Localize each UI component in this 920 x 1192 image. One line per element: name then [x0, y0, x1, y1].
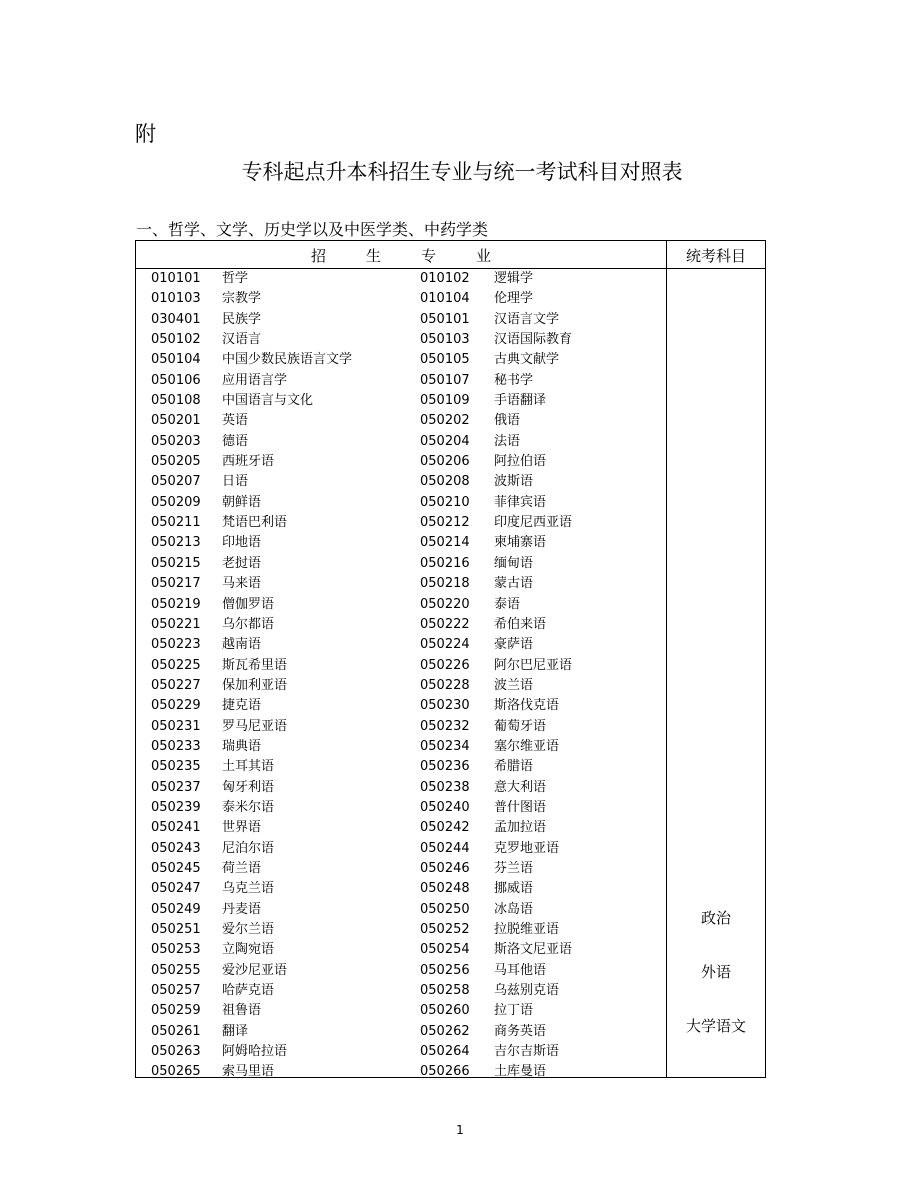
- major-code: 050210: [420, 494, 470, 510]
- table-row: [136, 757, 666, 777]
- major-code: 050264: [420, 1044, 470, 1060]
- major-code: 050208: [420, 474, 470, 490]
- major-code: 050239: [151, 799, 201, 815]
- major-name: 乌尔都语: [222, 616, 275, 632]
- major-code: 050228: [420, 677, 470, 693]
- major-code: 050105: [420, 352, 470, 368]
- major-name: 翻译: [222, 1023, 249, 1039]
- major-name: 哈萨克语: [222, 983, 275, 999]
- major-name: 哲学: [222, 271, 249, 286]
- major-code: 050248: [420, 881, 470, 897]
- table-row: [136, 961, 666, 981]
- major-code: 050260: [420, 1003, 470, 1019]
- subject-foreign-language: 外语: [700, 963, 731, 981]
- major-name: 丹麦语: [222, 901, 262, 917]
- major-name: 秘书学: [494, 372, 534, 388]
- major-name: 尼泊尔语: [222, 840, 275, 856]
- major-name: 瑞典语: [222, 738, 262, 754]
- major-name: 印度尼西亚语: [494, 515, 573, 531]
- major-name: 老挝语: [222, 555, 262, 571]
- major-code: 050227: [151, 677, 201, 693]
- major-name: 法语: [494, 433, 521, 449]
- major-code: 050207: [151, 474, 201, 490]
- major-code: 050257: [151, 983, 201, 999]
- major-code: 050219: [151, 596, 201, 612]
- table-row: [136, 1022, 666, 1042]
- major-code: 050204: [420, 433, 470, 449]
- major-name: 拉丁语: [494, 1003, 534, 1019]
- major-name: 英语: [222, 413, 249, 429]
- major-code: 050266: [420, 1064, 470, 1080]
- major-code: 050217: [151, 576, 201, 592]
- major-code: 050240: [420, 799, 470, 815]
- major-name: 民族学: [222, 311, 262, 327]
- major-name: 手语翻译: [494, 393, 547, 409]
- table-row: [136, 656, 666, 676]
- major-name: 保加利亚语: [222, 677, 288, 693]
- major-name: 普什图语: [494, 799, 547, 815]
- major-code: 050222: [420, 616, 470, 632]
- table-row: [136, 859, 666, 879]
- major-code: 050237: [151, 779, 201, 795]
- major-code: 050233: [151, 738, 201, 754]
- table-row: [136, 432, 666, 452]
- page-number: 1: [456, 1123, 464, 1137]
- major-code: 010103: [151, 291, 201, 307]
- major-name: 德语: [222, 433, 249, 449]
- major-name: 蒙古语: [494, 576, 534, 592]
- major-code: 050212: [420, 515, 470, 531]
- table-row: [136, 493, 666, 513]
- major-name: 汉语国际教育: [494, 332, 573, 348]
- table-row: [136, 981, 666, 1001]
- table-row: [136, 900, 666, 920]
- table-row: [136, 371, 666, 391]
- header-char: 生: [365, 246, 381, 265]
- major-name: 逻辑学: [494, 271, 534, 286]
- major-code: 050108: [151, 393, 201, 409]
- major-name: 挪威语: [494, 881, 534, 897]
- major-code: 050101: [420, 311, 470, 327]
- table-row: [136, 717, 666, 737]
- major-code: 050211: [151, 515, 201, 531]
- major-code: 050206: [420, 454, 470, 470]
- major-code: 050224: [420, 637, 470, 653]
- table-row: [136, 350, 666, 370]
- major-table: [135, 240, 766, 1078]
- major-code: 050230: [420, 698, 470, 714]
- major-code: 050205: [151, 454, 201, 470]
- major-name: 冰岛语: [494, 901, 534, 917]
- major-name: 波兰语: [494, 677, 534, 693]
- major-name: 僧伽罗语: [222, 596, 275, 612]
- major-code: 050246: [420, 860, 470, 876]
- major-name: 祖鲁语: [222, 1003, 262, 1019]
- major-code: 050238: [420, 779, 470, 795]
- major-name: 俄语: [494, 413, 521, 429]
- major-name: 泰米尔语: [222, 799, 275, 815]
- major-name: 宗教学: [222, 291, 262, 307]
- major-name: 捷克语: [222, 698, 262, 714]
- major-code: 050241: [151, 820, 201, 836]
- major-name: 日语: [222, 474, 249, 490]
- major-name: 斯瓦希里语: [222, 657, 288, 673]
- major-name: 意大利语: [494, 779, 547, 795]
- major-code: 050242: [420, 820, 470, 836]
- major-code: 050261: [151, 1023, 201, 1039]
- major-name: 汉语言: [222, 332, 262, 348]
- major-name: 泰语: [494, 596, 521, 612]
- table-row: [136, 513, 666, 533]
- exam-subjects: [667, 891, 765, 1053]
- major-name: 梵语巴利语: [222, 515, 288, 531]
- major-code: 010102: [420, 271, 470, 286]
- major-code: 050203: [151, 433, 201, 449]
- header-char: 业: [476, 246, 492, 265]
- major-code: 050259: [151, 1003, 201, 1019]
- major-name: 商务英语: [494, 1023, 547, 1039]
- major-code: 050235: [151, 759, 201, 775]
- table-row: [136, 1001, 666, 1021]
- major-name: 伦理学: [494, 291, 534, 307]
- major-name: 立陶宛语: [222, 942, 275, 958]
- table-body: [136, 269, 666, 1083]
- table-row: [136, 472, 666, 492]
- major-name: 豪萨语: [494, 637, 534, 653]
- major-name: 中国少数民族语言文学: [222, 352, 353, 368]
- major-name: 希腊语: [494, 759, 534, 775]
- major-code: 050216: [420, 555, 470, 571]
- major-code: 050251: [151, 922, 201, 937]
- header-subjects: 统考科目: [685, 246, 746, 265]
- major-code: 050106: [151, 372, 201, 388]
- major-name: 葡萄牙语: [494, 718, 547, 734]
- major-name: 罗马尼亚语: [222, 718, 288, 734]
- major-code: 050247: [151, 881, 201, 897]
- major-name: 孟加拉语: [494, 820, 547, 836]
- major-code: 050244: [420, 840, 470, 856]
- major-name: 荷兰语: [222, 860, 262, 876]
- header-char: 招: [310, 246, 326, 265]
- major-code: 050225: [151, 657, 201, 673]
- major-code: 050107: [420, 372, 470, 388]
- table-row: [136, 289, 666, 309]
- header-majors: [136, 241, 666, 269]
- major-code: 050231: [151, 718, 201, 734]
- attachment-label: 附: [135, 122, 156, 146]
- major-name: 乌兹别克语: [494, 983, 560, 999]
- major-name: 克罗地亚语: [494, 840, 560, 856]
- table-row: [136, 676, 666, 696]
- table-row: [136, 696, 666, 716]
- major-name: 柬埔寨语: [494, 535, 547, 551]
- major-name: 波斯语: [494, 474, 534, 490]
- table-row: [136, 595, 666, 615]
- major-code: 050215: [151, 555, 201, 571]
- major-name: 朝鲜语: [222, 494, 262, 510]
- table-row: [136, 269, 666, 289]
- major-code: 050201: [151, 413, 201, 429]
- major-name: 菲律宾语: [494, 494, 547, 510]
- major-name: 印地语: [222, 535, 262, 551]
- major-code: 050243: [151, 840, 201, 856]
- major-code: 010104: [420, 291, 470, 307]
- section-heading: 一、哲学、文学、历史学以及中医学类、中药学类: [136, 220, 489, 239]
- major-name: 索马里语: [222, 1064, 275, 1080]
- major-name: 马耳他语: [494, 962, 547, 978]
- major-code: 050220: [420, 596, 470, 612]
- table-row: [136, 635, 666, 655]
- major-code: 050202: [420, 413, 470, 429]
- table-row: [136, 1042, 666, 1062]
- major-code: 050103: [420, 332, 470, 348]
- major-code: 050104: [151, 352, 201, 368]
- major-code: 050245: [151, 860, 201, 876]
- major-name: 阿尔巴尼亚语: [494, 657, 573, 673]
- table-row: [136, 778, 666, 798]
- table-row: [136, 879, 666, 899]
- major-name: 阿姆哈拉语: [222, 1044, 288, 1060]
- major-code: 050213: [151, 535, 201, 551]
- major-name: 缅甸语: [494, 555, 534, 571]
- major-code: 050252: [420, 922, 470, 937]
- major-code: 050232: [420, 718, 470, 734]
- major-code: 050102: [151, 332, 201, 348]
- major-name: 阿拉伯语: [494, 454, 547, 470]
- document-title: 专科起点升本科招生专业与统一考试科目对照表: [241, 160, 683, 184]
- major-code: 050255: [151, 962, 201, 978]
- table-row: [136, 574, 666, 594]
- subject-politics: 政治: [700, 909, 731, 927]
- major-code: 050234: [420, 738, 470, 754]
- table-row: [136, 554, 666, 574]
- table-row: [136, 452, 666, 472]
- major-code: 050221: [151, 616, 201, 632]
- major-name: 马来语: [222, 576, 262, 592]
- major-code: 050258: [420, 983, 470, 999]
- table-row: [136, 310, 666, 330]
- major-name: 世界语: [222, 820, 262, 836]
- major-name: 越南语: [222, 637, 262, 653]
- major-name: 塞尔维亚语: [494, 738, 560, 754]
- major-name: 拉脱维亚语: [494, 922, 560, 937]
- major-name: 芬兰语: [494, 860, 534, 876]
- table-row: [136, 1062, 666, 1082]
- table-row: [136, 839, 666, 859]
- major-code: 050253: [151, 942, 201, 958]
- major-code: 050254: [420, 942, 470, 958]
- major-code: 050229: [151, 698, 201, 714]
- table-row: [136, 818, 666, 838]
- major-name: 中国语言与文化: [222, 393, 314, 409]
- major-name: 土耳其语: [222, 759, 275, 775]
- table-row: [136, 737, 666, 757]
- table-row: [136, 330, 666, 350]
- major-code: 050209: [151, 494, 201, 510]
- table-row: [136, 533, 666, 553]
- major-code: 050265: [151, 1064, 201, 1080]
- major-code: 010101: [151, 271, 201, 286]
- header-char: 专: [421, 246, 437, 265]
- major-code: 050226: [420, 657, 470, 673]
- major-name: 西班牙语: [222, 454, 275, 470]
- table-row: [136, 920, 666, 940]
- major-name: 汉语言文学: [494, 311, 560, 327]
- major-name: 乌克兰语: [222, 881, 275, 897]
- major-name: 爱沙尼亚语: [222, 962, 288, 978]
- table-row: [136, 798, 666, 818]
- major-code: 050262: [420, 1023, 470, 1039]
- major-code: 050218: [420, 576, 470, 592]
- major-code: 050250: [420, 901, 470, 917]
- table-row: [136, 411, 666, 431]
- major-name: 斯洛伐克语: [494, 698, 560, 714]
- major-name: 土库曼语: [494, 1064, 547, 1080]
- major-code: 030401: [151, 311, 201, 327]
- major-code: 050256: [420, 962, 470, 978]
- major-name: 古典文献学: [494, 352, 560, 368]
- major-code: 050263: [151, 1044, 201, 1060]
- major-name: 应用语言学: [222, 372, 288, 388]
- major-code: 050214: [420, 535, 470, 551]
- table-row: [136, 615, 666, 635]
- major-name: 匈牙利语: [222, 779, 275, 795]
- table-row: [136, 940, 666, 960]
- major-name: 希伯来语: [494, 616, 547, 632]
- major-name: 吉尔吉斯语: [494, 1044, 560, 1060]
- major-name: 斯洛文尼亚语: [494, 942, 573, 958]
- major-code: 050223: [151, 637, 201, 653]
- major-code: 050249: [151, 901, 201, 917]
- major-code: 050236: [420, 759, 470, 775]
- major-name: 爱尔兰语: [222, 922, 275, 937]
- table-row: [136, 391, 666, 411]
- major-code: 050109: [420, 393, 470, 409]
- subject-college-chinese: 大学语文: [685, 1017, 746, 1035]
